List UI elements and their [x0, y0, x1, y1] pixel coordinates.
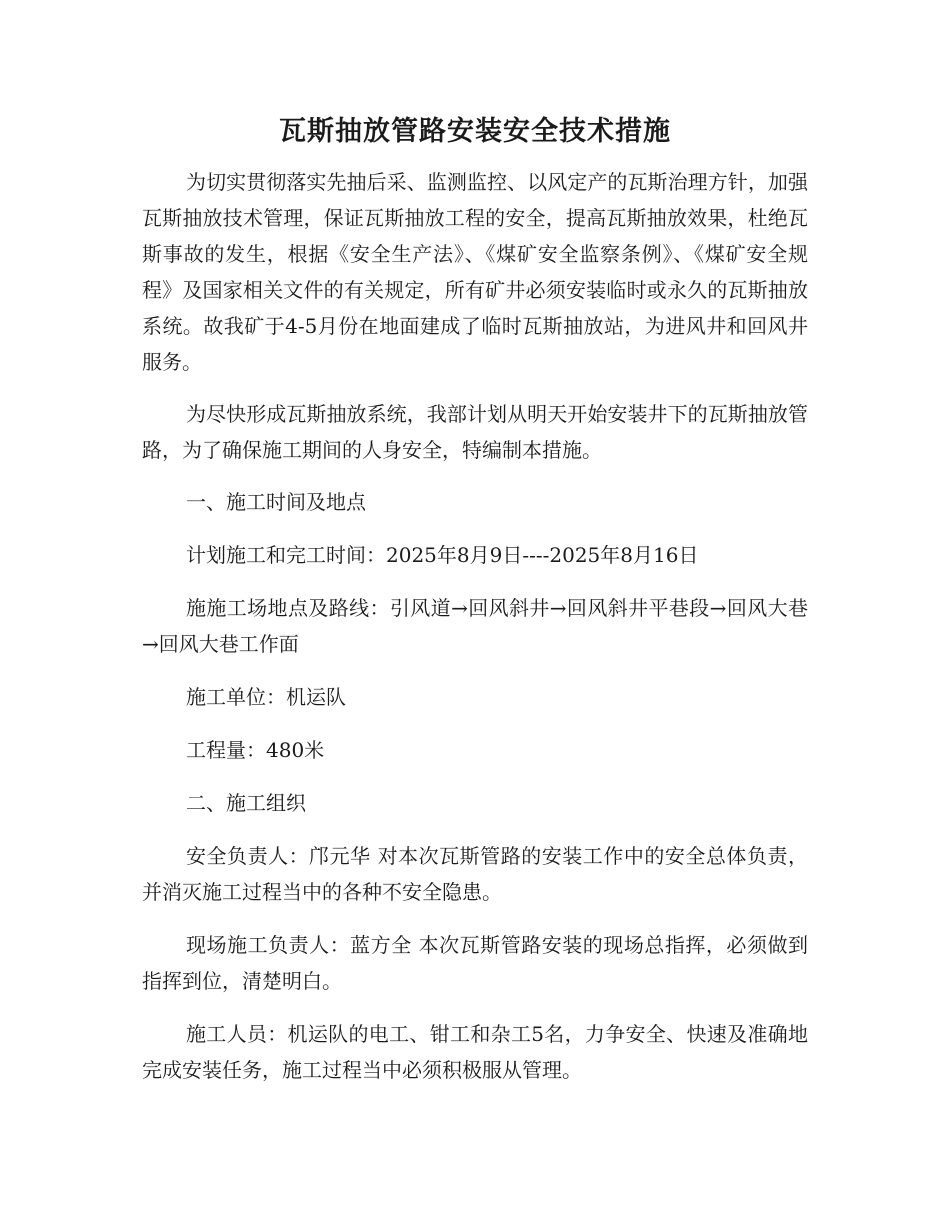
- paragraph-intro: 为切实贯彻落实先抽后采、监测监控、以风定产的瓦斯治理方针，加强瓦斯抽放技术管理，保证瓦斯抽放工程的安全，提高瓦斯抽放效果，杜绝瓦斯事故的发生，根据《安全生产法》、《煤矿安全监察条例》、《煤矿安全规程》及国家相关文件的有关规定，所有矿井必须安装临时或永久的瓦斯抽放系统。故我矿于4-5月份在地面建成了临时瓦斯抽放站，为进风井和回风井服务。: [142, 170, 808, 374]
- document-title: 瓦斯抽放管路安装安全技术措施: [279, 116, 671, 147]
- paragraph-quantity: 工程量：480米: [186, 738, 325, 762]
- document-body: [142, 164, 808, 1088]
- paragraph-unit: 施工单位：机运队: [186, 685, 346, 709]
- section-heading-time-location: 一、施工时间及地点: [186, 490, 366, 514]
- section-heading-organization: 二、施工组织: [186, 791, 306, 815]
- paragraph-workers: 施工人员：机运队的电工、钳工和杂工5名，力争安全、快速及准确地完成安装任务，施工过程当中必须积极服从管理。: [142, 1022, 808, 1082]
- paragraph-purpose: 为尽快形成瓦斯抽放系统，我部计划从明天开始安装井下的瓦斯抽放管路，为了确保施工期间的人身安全，特编制本措施。: [142, 402, 808, 462]
- paragraph-route: 施施工场地点及路线：引风道→回风斜井→回风斜井平巷段→回风大巷→回风大巷工作面: [142, 596, 808, 656]
- paragraph-safety-lead: 安全负责人：邝元华 对本次瓦斯管路的安装工作中的安全总体负责，并消灭施工过程当中的各种不安全隐患。: [142, 844, 808, 904]
- paragraph-site-lead: 现场施工负责人：蓝方全 本次瓦斯管路安装的现场总指挥，必须做到指挥到位，清楚明白。: [142, 933, 808, 993]
- paragraph-schedule: 计划施工和完工时间：2025年8月9日----2025年8月16日: [186, 543, 699, 567]
